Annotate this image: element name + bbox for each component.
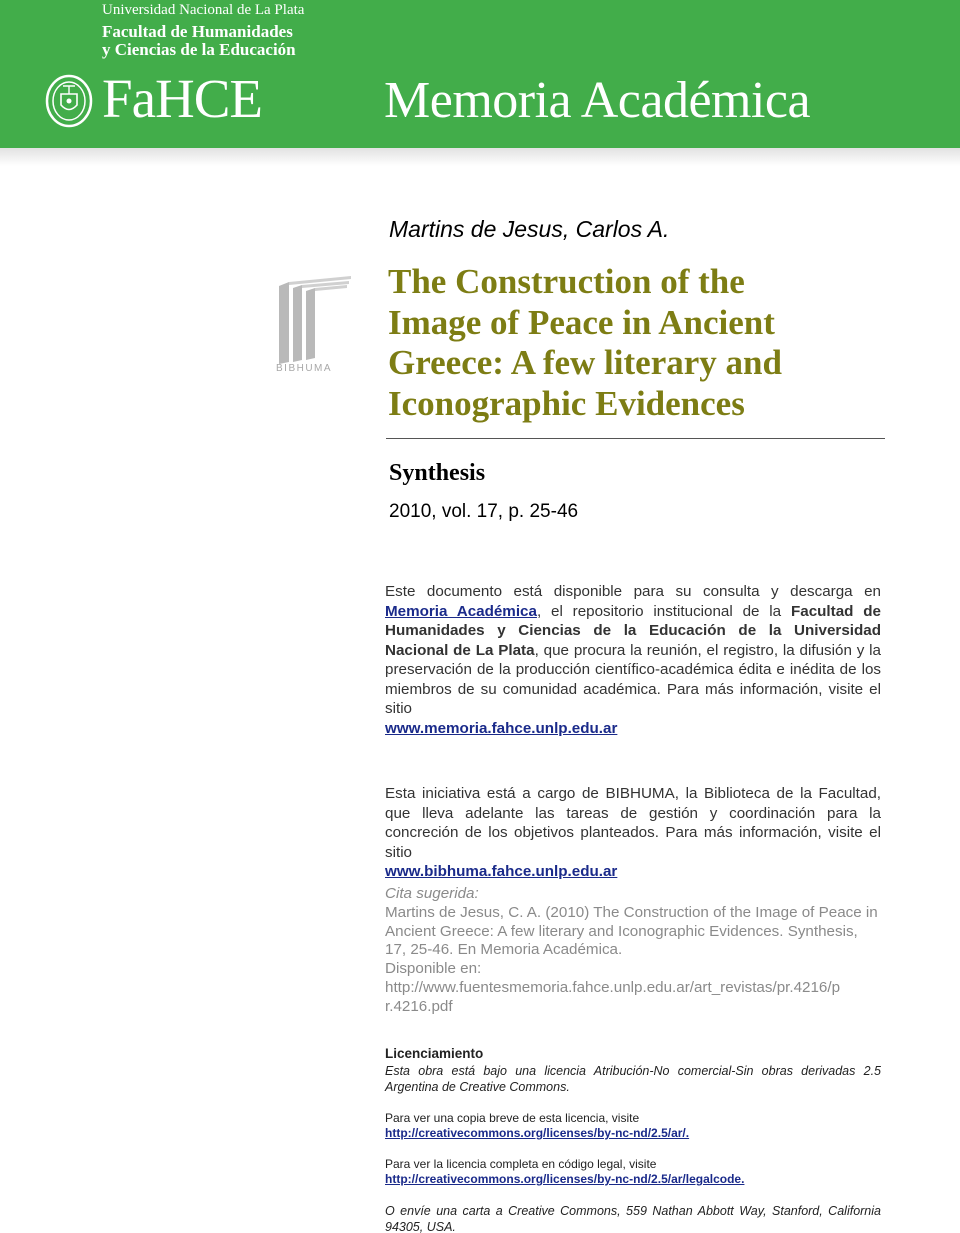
bibhuma-site-link[interactable]: www.bibhuma.fahce.unlp.edu.ar — [385, 863, 618, 880]
memoria-site-link[interactable]: www.memoria.fahce.unlp.edu.ar — [385, 719, 618, 737]
license-short-label: Para ver una copia breve de esta licencia, visite — [385, 1111, 640, 1125]
title-line: Greece: A few literary and — [388, 343, 782, 382]
title-line: The Construction of the — [388, 262, 745, 301]
title-line: Iconographic Evidences — [388, 383, 745, 423]
university-name: Universidad Nacional de La Plata — [102, 2, 305, 18]
header-banner — [0, 0, 960, 148]
license-heading: Licenciamiento — [385, 1046, 484, 1061]
license-full-link[interactable]: http://creativecommons.org/licenses/by-nc-nd/2.5/ar/legalcode. — [385, 1172, 745, 1186]
faculty-name-line1: Facultad de Humanidades — [102, 22, 293, 41]
citation-label: Cita sugerida: — [385, 885, 479, 902]
divider — [386, 438, 885, 439]
availability-paragraph — [385, 582, 881, 738]
citation-text: Martins de Jesus, C. A. (2010) The Construction of the Image of Peace in Ancient Greece: A few literary and Iconographic Evidences. Synthesis, 17, 25-46. En Memoria Académica. — [385, 903, 878, 959]
citation-url-line1[interactable]: http://www.fuentesmemoria.fahce.unlp.edu.ar/art_revistas/pr.4216/p — [385, 978, 841, 996]
bibhuma-paragraph — [385, 784, 881, 882]
document-title — [388, 262, 888, 424]
memoria-academica-link[interactable]: Memoria Académica — [385, 602, 537, 620]
citation-url-line2[interactable]: r.4216.pdf — [385, 997, 453, 1015]
license-short-link[interactable]: http://creativecommons.org/licenses/by-nc-nd/2.5/ar/. — [385, 1126, 690, 1140]
license-section — [385, 1045, 881, 1233]
suggested-citation — [385, 885, 881, 1017]
faculty-name-line2: y Ciencias de la Educación — [102, 40, 296, 59]
availability-text: , que procura la reunión, el registro, la difusión y la preservación de la producción científico-académica édita e inédita de los miembros de su comunidad académica. Para más información, visite el sitio — [385, 641, 881, 717]
brand-fahce: FaHCE — [102, 68, 262, 129]
license-mail-text: O envíe una carta a Creative Commons, 559 Nathan Abbott Way, Stanford, California 94305, USA. — [385, 1204, 881, 1233]
author-name: Martins de Jesus, Carlos A. — [389, 216, 670, 242]
journal-citation: 2010, vol. 17, p. 25-46 — [389, 501, 579, 522]
availability-text: , el repositorio institucional de la — [536, 602, 791, 620]
title-line: Image of Peace in Ancient — [388, 302, 775, 342]
repository-name: Memoria Académica — [384, 72, 811, 129]
bibhuma-logo-text: BIBHUMA — [276, 363, 333, 372]
availability-text: Este documento está disponible para su consulta y descarga en — [385, 583, 881, 600]
available-label: Disponible en: — [385, 960, 482, 978]
license-full-label: Para ver la licencia completa en código legal, visite — [385, 1157, 657, 1171]
institution-name: Facultad de Humanidades y Ciencias de la Educación de la Universidad Nacional de La Plata — [385, 602, 881, 659]
bibhuma-text: Esta iniciativa está a cargo de BIBHUMA, la Biblioteca de la Facultad, que lleva adelante las tareas de gestión y coordinación para la concreción de los objetivos planteados. Para más información, visite el sitio — [385, 785, 881, 861]
bibhuma-logo — [275, 274, 355, 372]
university-seal-icon — [44, 74, 94, 128]
journal-name: Synthesis — [389, 460, 486, 486]
license-text: Esta obra está bajo una licencia Atribución-No comercial-Sin obras derivadas 2.5 Argentina de Creative Commons. — [385, 1064, 881, 1094]
banner-shadow — [0, 148, 960, 166]
